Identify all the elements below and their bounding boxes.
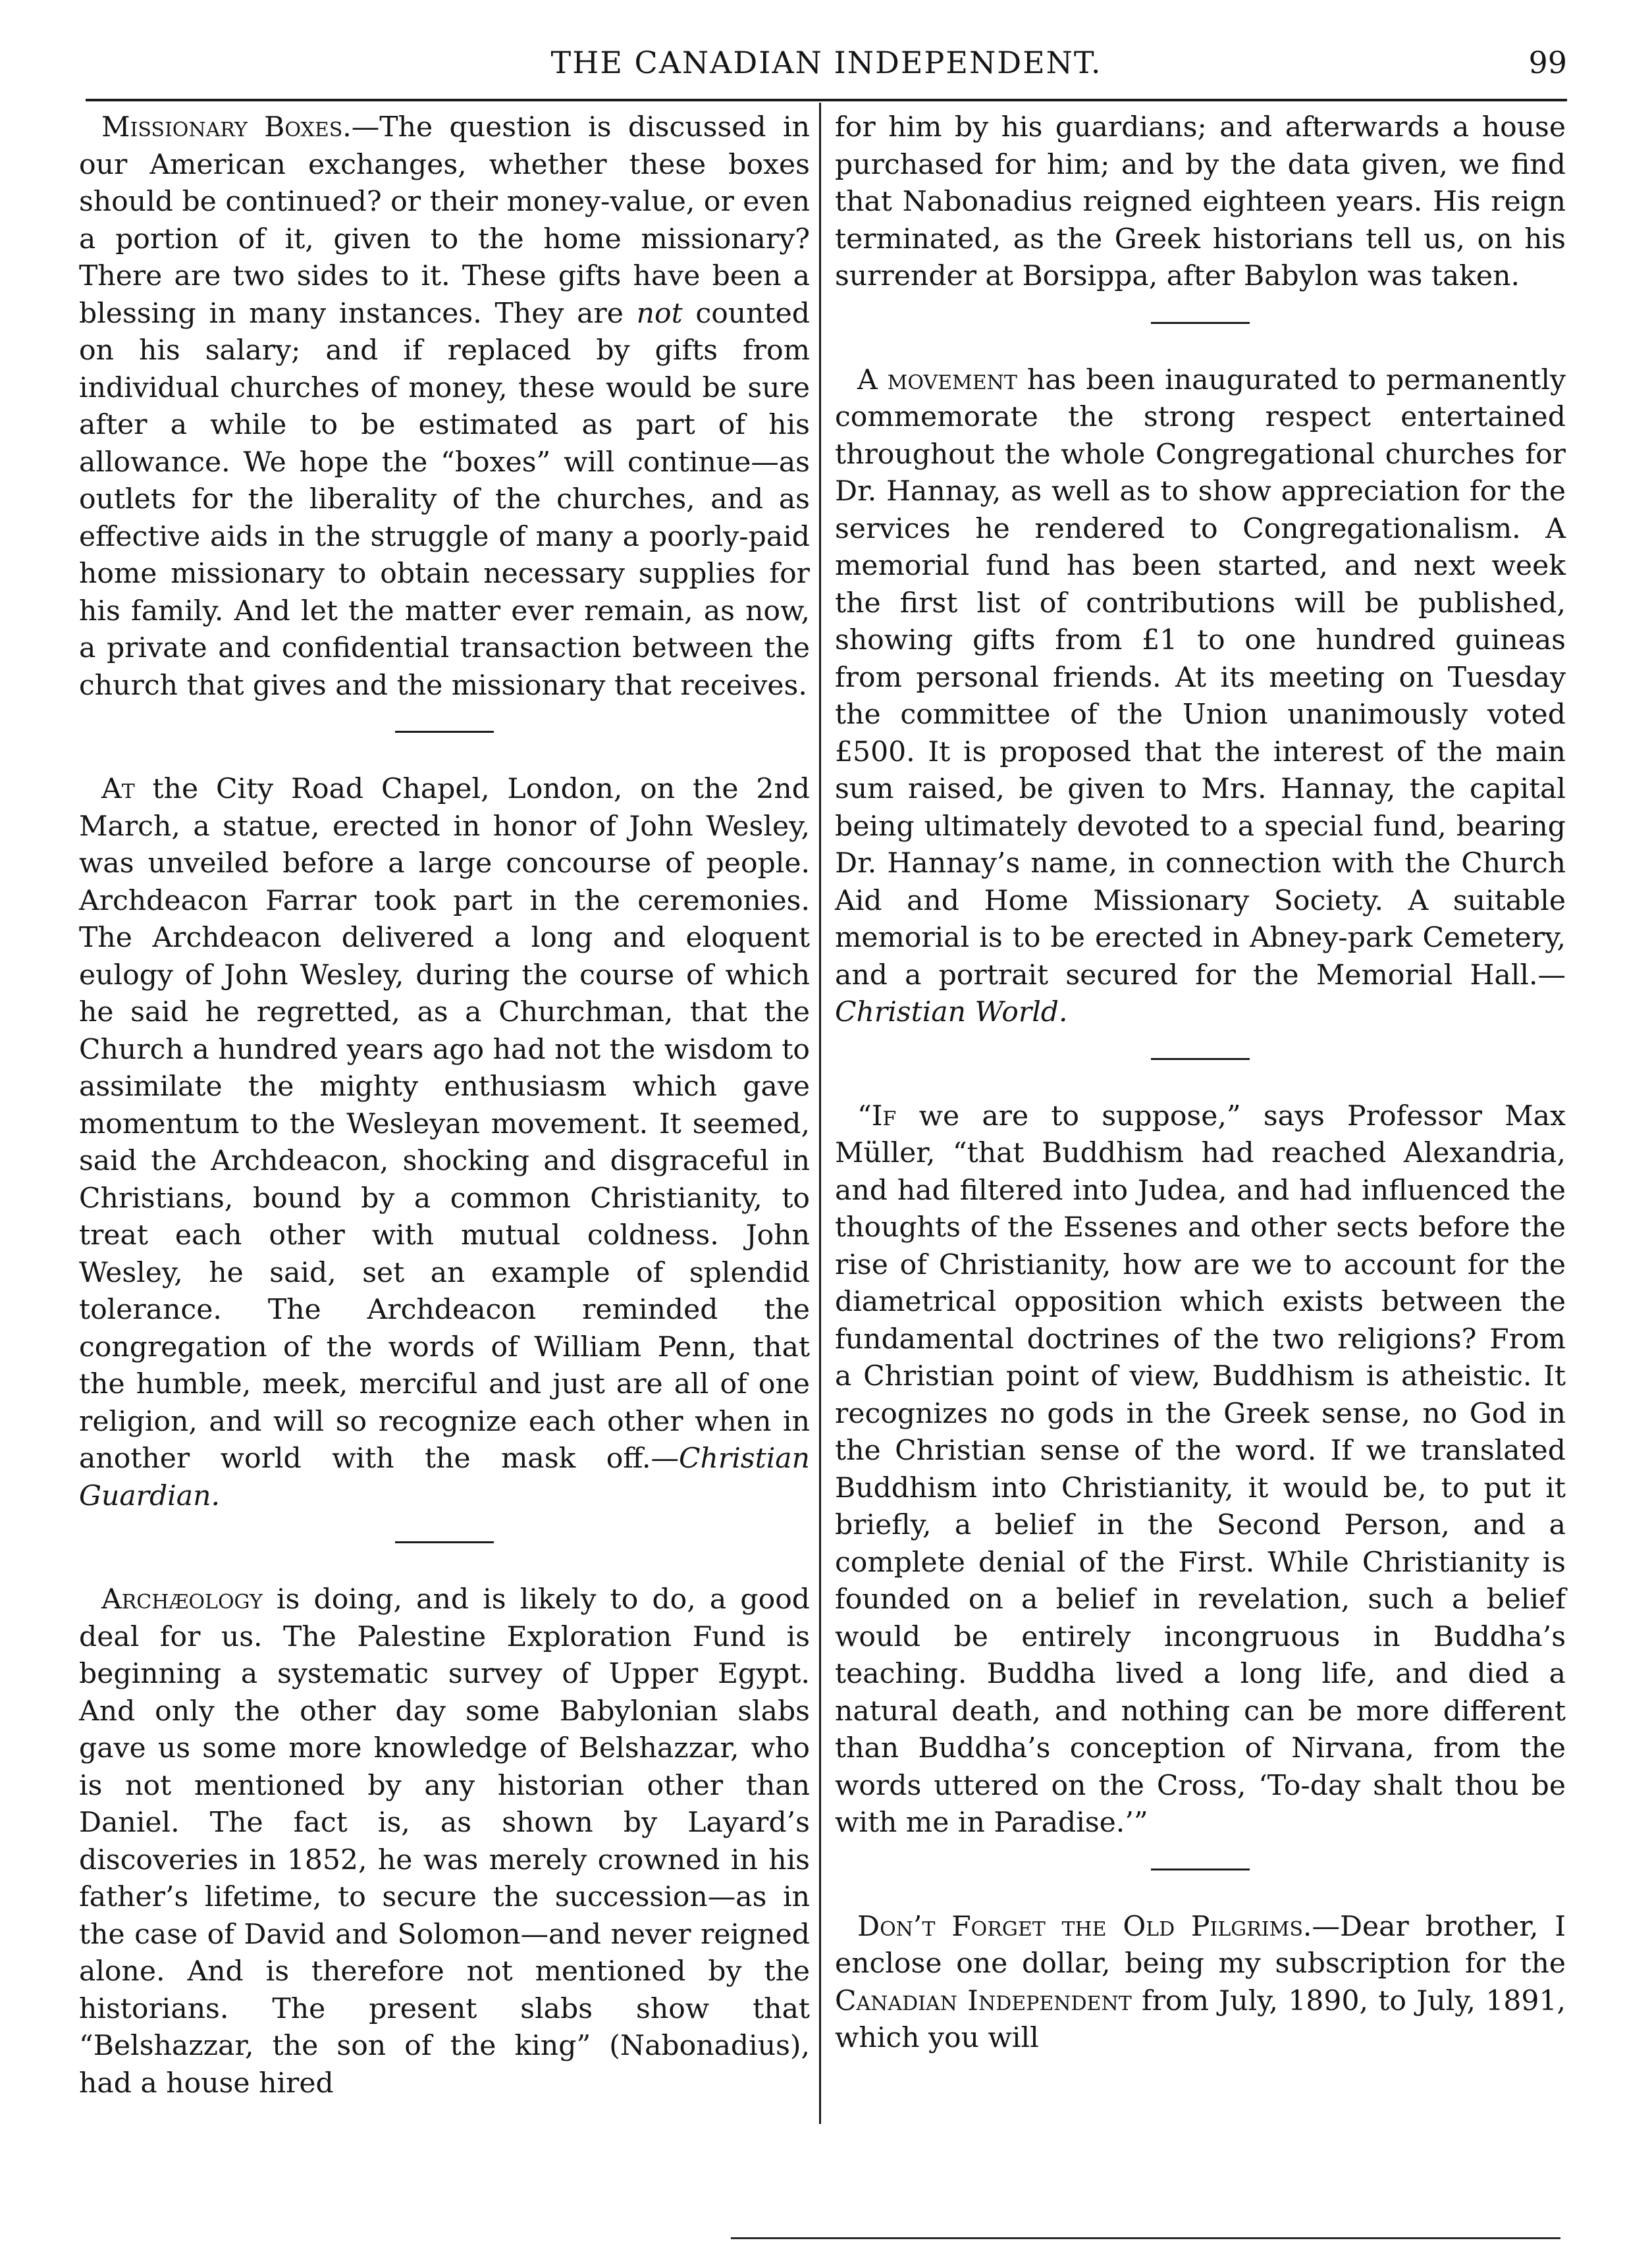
article-buddhism-quote [835, 1098, 1566, 1842]
article-lead: At [101, 773, 135, 805]
publication-title: Canadian Independent [835, 1984, 1132, 2017]
article-text: the City Road Chapel, London, on the 2nd March, a statue, erected in honor of John Wesley, was unveiled before a large concourse of people. Archdeacon Farrar took part in the ceremonies. The Archdeacon delivered a long and eloquent eulogy of John Wesley, during the course of which he said he regretted, as a Churchman, that the Church a hundred years ago had not the wisdom to assimilate the mighty enthusiasm which gave momentum to the Wesleyan movement. It seemed, said the Archdeacon, shocking and disgraceful in Christians, bound by a common Christianity, to treat each other with mutual coldness. John Wesley, he said, set an example of splendid tolerance. The Archdeacon reminded the congregation of the words of William Penn, that the humble, meek, merciful and just are all of one religion, and will so recognize each other when in another world with the mask off.— [79, 773, 810, 1475]
article-text: for him by his guardians; and afterwards a house purchased for him; and by the data given, we find that Nabonadius reigned eighteen years. His reign terminated, as the Greek historians tell us, on his surrender at Borsippa, after Babylon was taken. [835, 111, 1566, 292]
bottom-rule [731, 2237, 1560, 2239]
article-lead: Don’t Forget the Old Pilgrims. [857, 1910, 1312, 1943]
section-separator [395, 1541, 494, 1543]
section-separator [1151, 1869, 1250, 1870]
right-column [835, 109, 1566, 2057]
article-lead: Archæology [101, 1583, 263, 1616]
running-title: THE CANADIAN INDEPENDENT. [550, 45, 1102, 80]
opening-quote: “ [857, 1100, 872, 1132]
article-text: —The question is discussed in our American exchanges, whether these boxes should be continued? or their money-value, or even a portion of it, given to the home missionary? There are two sides to it. These gifts have been a blessing in many instances. They are [79, 111, 810, 330]
section-separator [1151, 1058, 1250, 1060]
article-lead: If [871, 1100, 897, 1132]
article-emphasis: not [636, 297, 683, 330]
article-source: Christian Guardian. [79, 1443, 810, 1512]
article-lead: Missionary Boxes. [101, 111, 352, 144]
article-archaeology-continued [835, 109, 1566, 296]
page-number: 99 [1528, 45, 1567, 80]
header-rule [86, 99, 1567, 101]
article-text: is doing, and is likely to do, a good deal for us. The Palestine Exploration Fund is beginning a systematic survey of Upper Egypt. And only the other day some Babylonian slabs gave us some more knowledge of Belshazzar, who is not mentioned by any historian other than Daniel. The fact is, as shown by Layard’s discoveries in 1852, he was merely crowned in his father’s lifetime, to secure the succession—as in the case of David and Solomon—and never reigned alone. And is therefore not mentioned by the historians. The present slabs show that “Belshazzar, the son of the king” (Nabonadius), had a house hired [79, 1583, 810, 2100]
article-text: —Dear brother, I enclose one dollar, being my subscription for the [835, 1910, 1566, 1980]
article-text: has been inaugurated to permanently commemorate the strong respect entertained throughout the whole Congregational churches for Dr. Hannay, as well as to show appreciation for the services he rendered to Congregationalism. A memorial fund has been started, and next week the first list of contributions will be published, showing gifts from £1 to one hundred guineas from personal friends. At its meeting on Tuesday the committee of the Union unanimously voted £500. It is proposed that the interest of the main sum raised, be given to Mrs. Hannay, the capital being ultimately devoted to a special fund, bearing Dr. Hannay’s name, in connection with the Church Aid and Home Missionary Society. A suitable memorial is to be erected in Abney-park Cemetery, and a portrait secured for the Memorial Hall.— [835, 363, 1566, 992]
section-separator [1151, 322, 1250, 324]
article-text: from July, 1890, to July, 1891, which you will [835, 1984, 1566, 2054]
page-header [86, 40, 1567, 105]
article-hannay-memorial [835, 362, 1566, 1032]
left-column [79, 109, 810, 2102]
article-lead: A movement [857, 363, 1017, 396]
article-old-pilgrims [835, 1909, 1566, 2057]
section-separator [395, 731, 494, 733]
article-source: Christian World. [835, 996, 1068, 1028]
article-text: counted on his salary; and if replaced by gifts from individual churches of money, these would be sure after a while to be estimated as part of his allowance. We hope the “boxes” will continue—as outlets for the liberality of the churches, and as effective aids in the struggle of many a poorly-paid home missionary to obtain necessary supplies for his family. And let the matter ever remain, as now, a private and confidential transaction between the church that gives and the missionary that receives. [79, 297, 810, 702]
article-missionary-boxes [79, 109, 810, 704]
column-divider [819, 103, 821, 2124]
article-text: we are to suppose,” says Professor Max Müller, “that Buddhism had reached Alexandria, and had filtered into Judea, and had influenced the thoughts of the Essenes and other sects before the rise of Christianity, how are we to account for the diametrical opposition which exists between the fundamental doctrines of the two religions? From a Christian point of view, Buddhism is atheistic. It recognizes no gods in the Greek sense, no God in the Christian sense of the word. If we translated Buddhism into Christianity, it would be, to put it briefly, a belief in the Second Person, and a complete denial of the First. While Christianity is founded on a belief in revelation, such a belief would be entirely incongruous in Buddha’s teaching. Buddha lived a long life, and died a natural death, and nothing can be more different than Buddha’s conception of Nirvana, from the words uttered on the Cross, ‘To-day shalt thou be with me in Paradise.’” [835, 1100, 1566, 1839]
article-wesley-statue [79, 771, 810, 1515]
article-archaeology [79, 1581, 810, 2102]
